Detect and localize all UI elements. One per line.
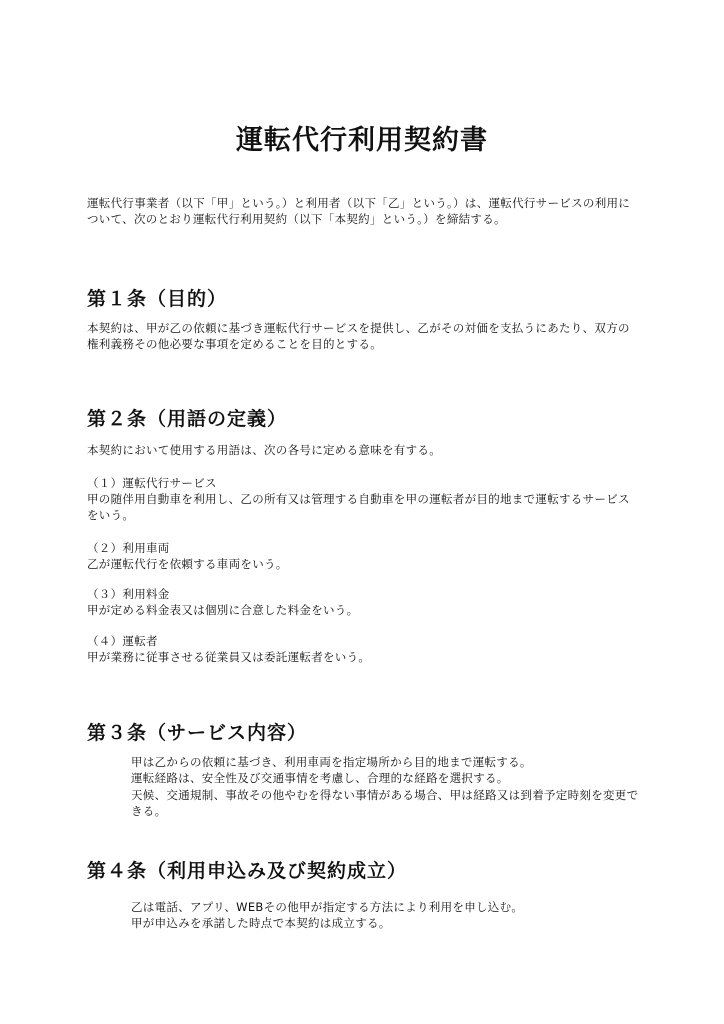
article-3-line: 甲は乙からの依頼に基づき、利用車両を指定場所から目的地まで運転する。 [131,755,532,769]
article-1-body: 本契約は、甲が乙の依頼に基づき運転代行サービスを提供し、乙がその対価を支払うにあたり、双方の権利義務その他必要な事項を定めることを目的とする。 [87,321,630,351]
definition-text: 甲の随伴用自動車を利用し、乙の所有又は管理する自動車を甲の運転者が目的地まで運転するサービスをいう。 [87,492,630,522]
article-3-heading: 第３条（サービス内容） [87,722,308,744]
definition-label: （４）運転者 [87,634,158,648]
definition-text: 甲が定める料金表又は個別に合意した料金をいう。 [87,603,359,617]
article-4-line: 甲が申込みを承諾した時点で本契約は成立する。 [131,916,391,930]
article-1-heading: 第１条（目的） [87,288,228,310]
article-2-intro: 本契約において使用する用語は、次の各号に定める意味を有する。 [87,443,441,457]
definition-text: 乙が運転代行を依頼する車両をいう。 [87,557,288,571]
preamble: 運転代行事業者（以下「甲」という。）と利用者（以下「乙」という。）は、運転代行サービスの利用について、次のとおり運転代行利用契約（以下「本契約」という。）を締結する。 [87,196,631,226]
definition-text: 甲が業務に従事させる従業員又は委託運転者をいう。 [87,650,371,664]
document-title: 運転代行利用契約書 [236,125,488,156]
article-3-line: 天候、交通規制、事故その他やむを得ない事情がある場合、甲は経路又は到着予定時刻を変更できる。 [131,788,639,818]
definition-label: （３）利用料金 [87,587,170,601]
article-4-line: 乙は電話、アプリ、WEBその他甲が指定する方法により利用を申し込む。 [131,900,524,914]
article-4-heading: 第４条（利用申込み及び契約成立） [87,860,408,882]
article-3-line: 運転経路は、安全性及び交通事情を考慮し、合理的な経路を選択する。 [131,771,509,785]
article-2-heading: 第２条（用語の定義） [87,408,288,430]
definition-label: （１）運転代行サービス [87,476,217,490]
definition-label: （２）利用車両 [87,541,170,555]
